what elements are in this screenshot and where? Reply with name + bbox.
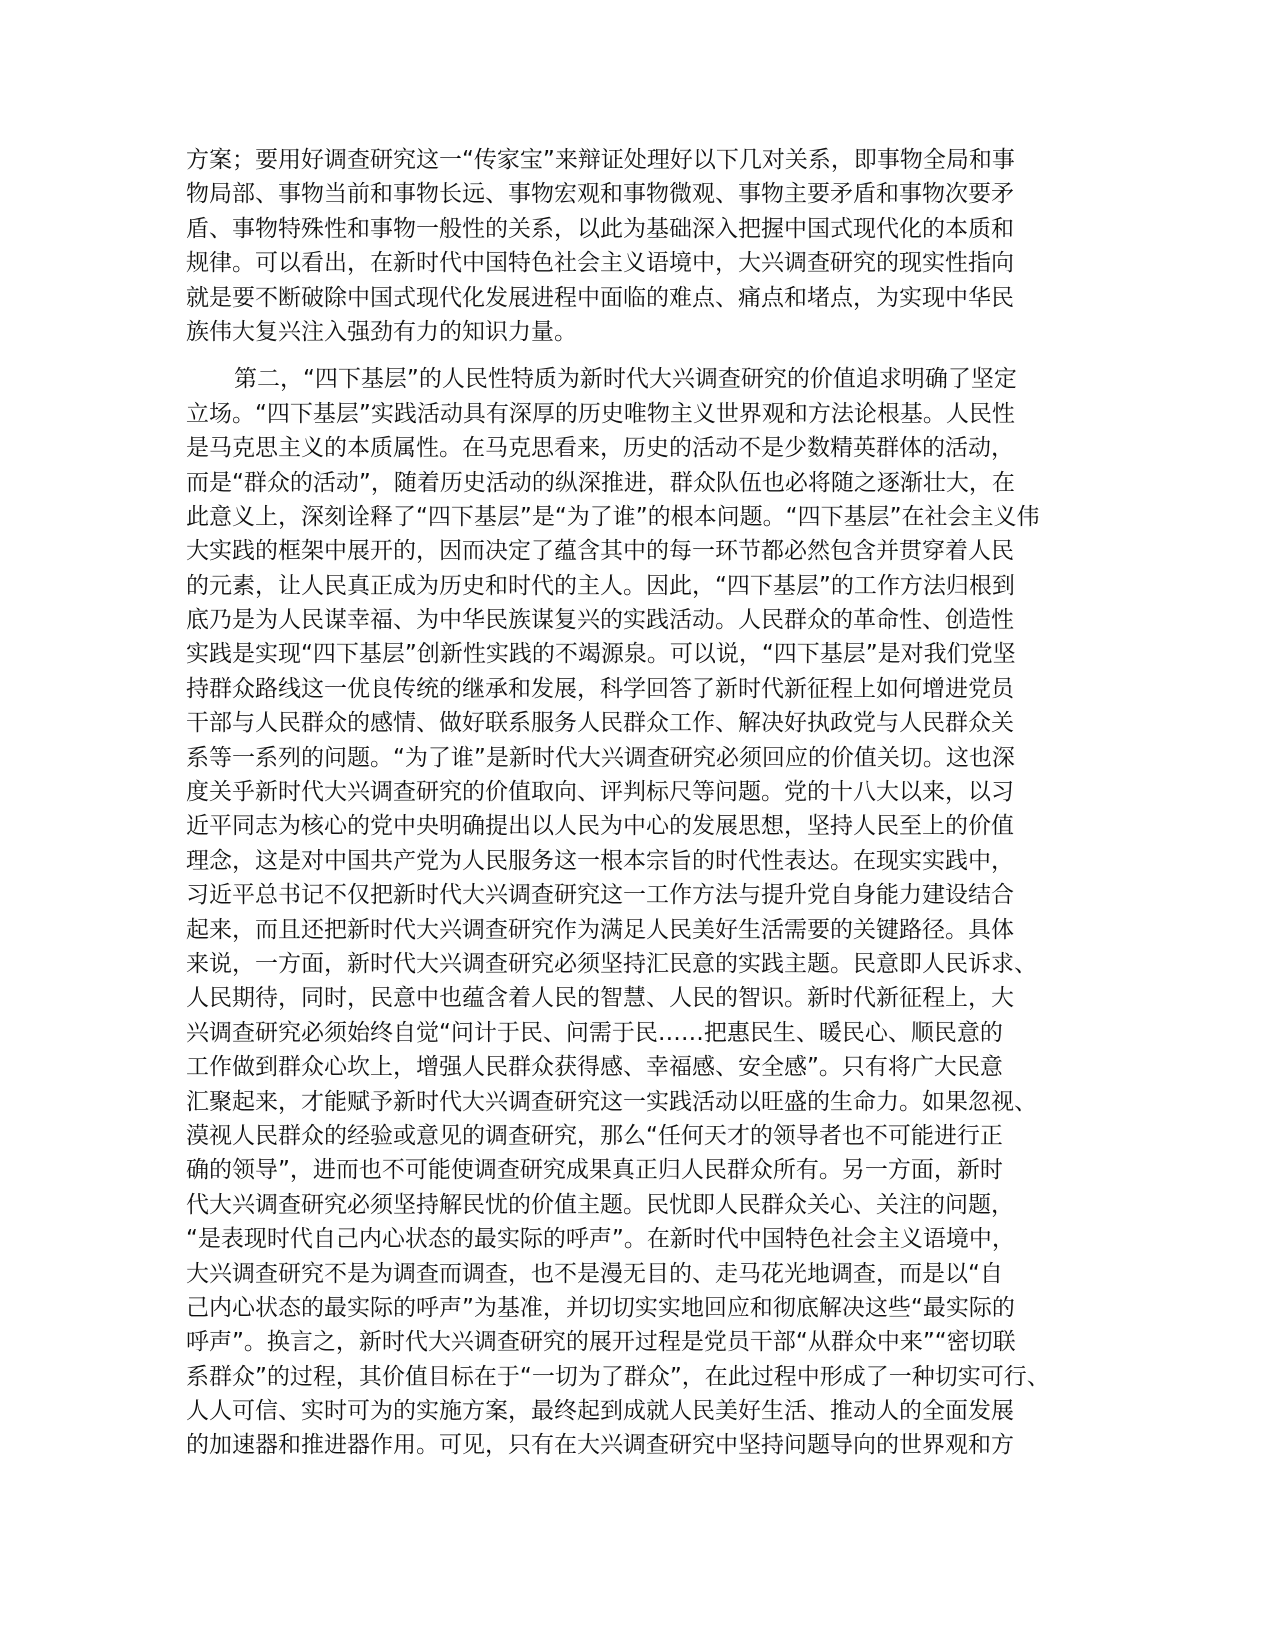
text-line: 起来，而且还把新时代大兴调查研究作为满足人民美好生活需要的关键路径。具体: [186, 916, 1014, 943]
text-line: 习近平总书记不仅把新时代大兴调查研究这一工作方法与提升党自身能力建设结合: [186, 882, 1014, 909]
text-line: 的加速器和推进器作用。可见，只有在大兴调查研究中坚持问题导向的世界观和方: [186, 1432, 1014, 1459]
paragraph-2: [186, 362, 1090, 1463]
text-line: 系等一系列的问题。“为了谁”是新时代大兴调查研究必须回应的价值关切。这也深: [186, 744, 1015, 771]
text-line: 的元素，让人民真正成为历史和时代的主人。因此，“四下基层”的工作方法归根到: [186, 572, 1015, 599]
text-line: 方案；要用好调查研究这一“传家宝”来辩证处理好以下几对关系，即事物全局和事: [186, 147, 1015, 173]
text-line: 呼声”。换言之，新时代大兴调查研究的展开过程是党员干部“从群众中来”“密切联: [186, 1329, 1016, 1356]
text-line: 大兴调查研究不是为调查而调查，也不是漫无目的、走马花光地调查，而是以“自: [186, 1260, 1003, 1287]
text-line: 漠视人民群众的经验或意见的调查研究，那么“任何天才的领导者也不可能进行正: [186, 1122, 1003, 1149]
text-line: 系群众”的过程，其价值目标在于“一切为了群众”，在此过程中形成了一种切实可行、: [186, 1363, 1050, 1390]
text-line: 确的领导”，进而也不可能使调查研究成果真正归人民群众所有。另一方面，新时: [186, 1157, 1003, 1184]
text-line: 代大兴调查研究必须坚持解民忧的价值主题。民忧即人民群众关心、关注的问题，: [186, 1191, 1014, 1218]
text-line: 此意义上，深刻诠释了“四下基层”是“为了谁”的根本问题。“四下基层”在社会主义伟: [186, 503, 1040, 530]
text-line: 实践是实现“四下基层”创新性实践的不竭源泉。可以说，“四下基层”是对我们党坚: [186, 641, 1016, 668]
text-line: 规律。可以看出，在新时代中国特色社会主义语境中，大兴调查研究的现实性指向: [186, 250, 1014, 277]
text-line: 工作做到群众心坎上，增强人民群众获得感、幸福感、安全感”。只有将广大民意: [186, 1054, 1003, 1081]
text-line: 度关乎新时代大兴调查研究的价值取向、评判标尺等问题。党的十八大以来，以习: [186, 779, 1014, 806]
text-line: 底乃是为人民谋幸福、为中华民族谋复兴的实践活动。人民群众的革命性、创造性: [186, 607, 1014, 634]
text-line: 人人可信、实时可为的实施方案，最终起到成就人民美好生活、推动人的全面发展: [186, 1398, 1014, 1425]
text-line: 盾、事物特殊性和事物一般性的关系，以此为基础深入把握中国式现代化的本质和: [186, 215, 1014, 242]
text-line: 理念，这是对中国共产党为人民服务这一根本宗旨的时代性表达。在现实实践中，: [186, 847, 1014, 874]
text-line: 第二，“四下基层”的人民性特质为新时代大兴调查研究的价值追求明确了坚定: [234, 366, 1017, 393]
text-line: 族伟大复兴注入强劲有力的知识力量。: [186, 318, 577, 345]
document-body: [186, 143, 1090, 1463]
text-line: 持群众路线这一优良传统的继承和发展，科学回答了新时代新征程上如何增进党员: [186, 675, 1014, 702]
text-line: 近平同志为核心的党中央明确提出以人民为中心的发展思想，坚持人民至上的价值: [186, 813, 1014, 840]
paragraph-1: [186, 143, 1090, 349]
text-line: 汇聚起来，才能赋予新时代大兴调查研究这一实践活动以旺盛的生命力。如果忽视、: [186, 1088, 1037, 1115]
text-line: 是马克思主义的本质属性。在马克思看来，历史的活动不是少数精英群体的活动，: [186, 435, 1014, 462]
text-line: “是表现时代自己内心状态的最实际的呼声”。在新时代中国特色社会主义语境中，: [186, 1226, 1015, 1253]
text-line: 兴调查研究必须始终自觉“问计于民、问需于民……把惠民生、暖民心、顺民意的: [186, 1019, 1003, 1046]
text-line: 来说，一方面，新时代大兴调查研究必须坚持汇民意的实践主题。民意即人民诉求、: [186, 950, 1037, 977]
text-line: 而是“群众的活动”，随着历史活动的纵深推进，群众队伍也必将随之逐渐壮大，在: [186, 469, 1015, 496]
text-line: 立场。“四下基层”实践活动具有深厚的历史唯物主义世界观和方法论根基。人民性: [186, 400, 1015, 427]
text-line: 己内心状态的最实际的呼声”为基准，并切切实实地回应和彻底解决这些“最实际的: [186, 1294, 1015, 1321]
text-line: 物局部、事物当前和事物长远、事物宏观和事物微观、事物主要矛盾和事物次要矛: [186, 181, 1014, 208]
paragraph-spacer: [186, 349, 1090, 362]
text-line: 大实践的框架中展开的，因而决定了蕴含其中的每一环节都必然包含并贯穿着人民: [186, 538, 1014, 565]
text-line: 干部与人民群众的感情、做好联系服务人民群众工作、解决好执政党与人民群众关: [186, 710, 1014, 737]
text-line: 就是要不断破除中国式现代化发展进程中面临的难点、痛点和堵点，为实现中华民: [186, 284, 1014, 311]
text-line: 人民期待，同时，民意中也蕴含着人民的智慧、人民的智识。新时代新征程上，大: [186, 985, 1014, 1012]
